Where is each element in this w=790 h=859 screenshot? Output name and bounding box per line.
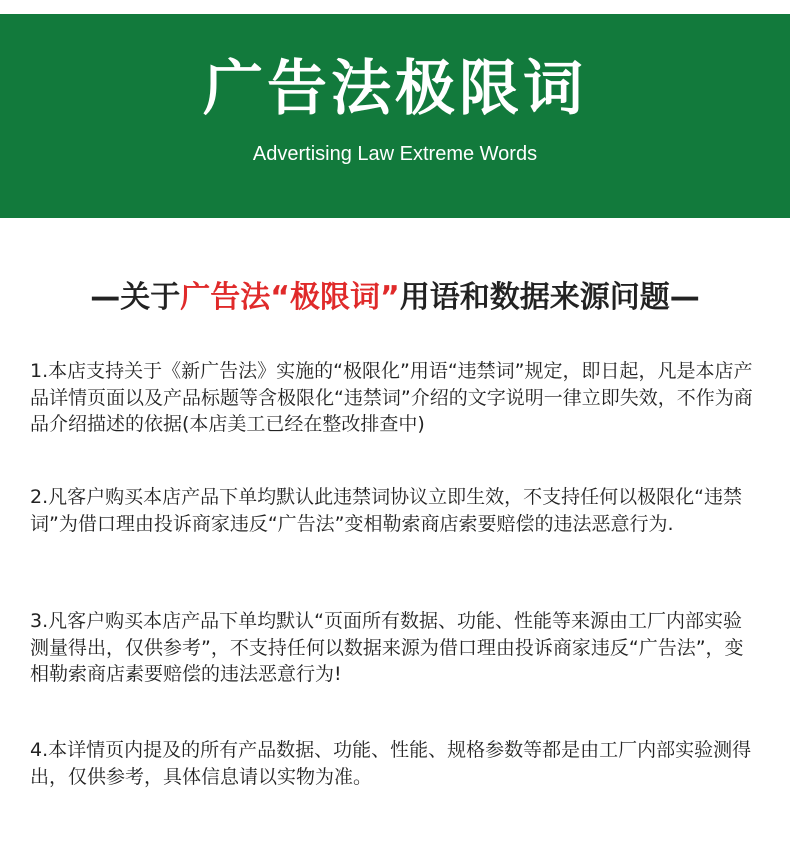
paragraph-3: 3.凡客户购买本店产品下单均默认“页面所有数据、功能、性能等来源由工厂内部实验测量得出，仅供参考”，不支持任何以数据来源为借口理由投诉商家违反“广告法”，变相勒索商店素要赔偿的违法恶意行为! <box>30 610 744 685</box>
banner-title: 广告法极限词 <box>203 54 587 124</box>
section-heading <box>0 276 790 320</box>
heading-suffix: 用语和数据来源问题— <box>399 280 700 315</box>
paragraph-1: 1.本店支持关于《新广告法》实施的“极限化”用语“违禁词”规定，即日起，凡是本店产品详情页面以及产品标题等含极限化“违禁词”介绍的文字说明一律立即失效，不作为商品介绍描述的依据(本店美工已经在整改排查中) <box>30 360 753 435</box>
heading-highlight: 广告法“极限词” <box>180 280 400 315</box>
top-strip <box>0 0 790 14</box>
banner-subtitle: Advertising Law Extreme Words <box>252 143 538 165</box>
paragraph-2: 2.凡客户购买本店产品下单均默认此违禁词协议立即生效，不支持任何以极限化“违禁词”为借口理由投诉商家违反“广告法”变相勒索商店索要赔偿的违法恶意行为. <box>30 486 742 535</box>
heading-prefix: —关于 <box>90 280 181 315</box>
header-banner <box>0 14 790 218</box>
paragraph-4: 4.本详情页内提及的所有产品数据、功能、性能、规格参数等都是由工厂内部实验测得出，仅供参考，具体信息请以实物为准。 <box>30 739 752 788</box>
